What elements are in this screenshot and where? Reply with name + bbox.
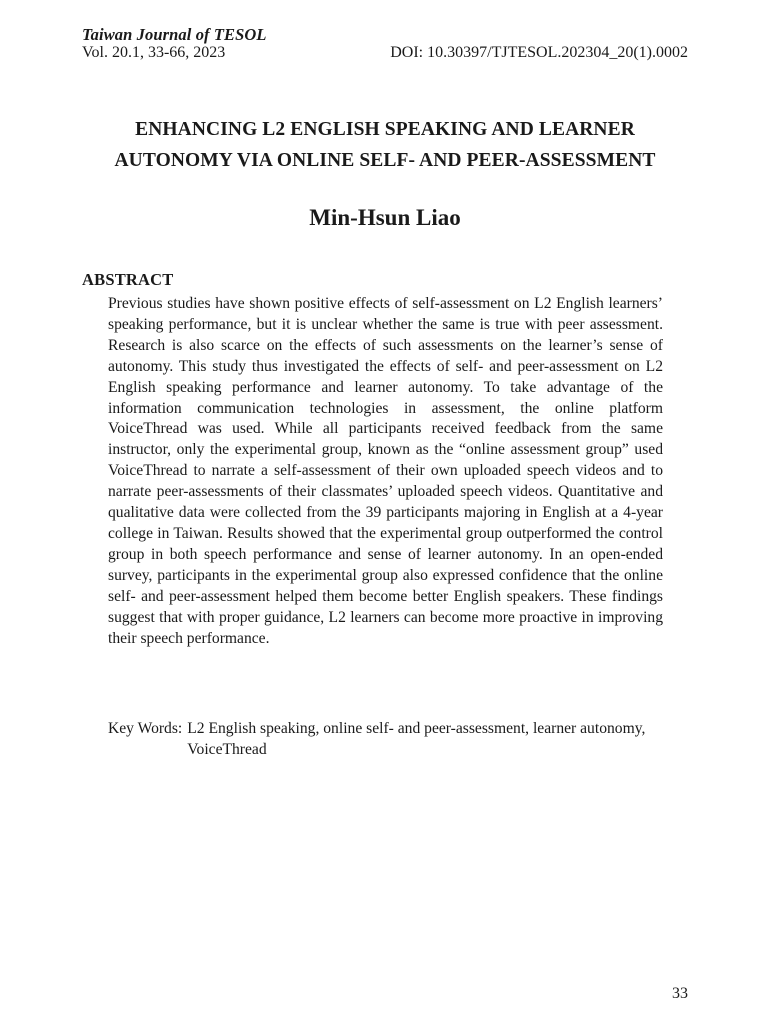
- abstract-body: Previous studies have shown positive effects of self-assessment on L2 English learners’ speaking performance, but it is unclear whether the same is true with peer assessment. Research is also scarce on the effects of such assessments on the learner’s sense of autonomy. This study thus investigated the effects of self- and peer-assessment on L2 English speaking performance and learner autonomy. To take advantage of the information communication technologies in assessment, the online platform VoiceThread was used. While all participants received feedback from the same instructor, only the experimental group, known as the “online assessment group” used VoiceThread to narrate a self-assessment of their own uploaded speech videos and to narrate peer-assessments of their classmates’ uploaded speech videos. Quantitative and qualitative data were collected from the 39 participants majoring in English at a 4-year college in Taiwan. Results showed that the experimental group outperformed the control group in both speech performance and sense of learner autonomy. In an open-ended survey, participants in the experimental group also expressed confidence that the online self- and peer-assessment helped them become better English speakers. These findings suggest that with proper guidance, L2 learners can become more proactive in improving their speech performance.: [108, 295, 663, 647]
- article-title: [60, 114, 710, 176]
- title-line-1: ENHANCING L2 ENGLISH SPEAKING AND LEARNER: [135, 119, 635, 140]
- journal-name: Taiwan Journal of TESOL: [82, 25, 267, 44]
- abstract-heading: ABSTRACT: [82, 270, 174, 289]
- author-name: Min-Hsun Liao: [309, 205, 461, 230]
- keywords-label: Key Words:: [108, 720, 183, 737]
- keywords: [108, 718, 668, 760]
- doi: DOI: 10.30397/TJTESOL.202304_20(1).0002: [390, 44, 688, 61]
- page-number: 33: [672, 985, 688, 1002]
- keywords-text: L2 English speaking, online self- and peer-assessment, learner autonomy, VoiceThread: [187, 720, 646, 758]
- title-line-2: AUTONOMY VIA ONLINE SELF- AND PEER-ASSESSMENT: [114, 150, 656, 171]
- running-header: [82, 44, 688, 62]
- volume-info: Vol. 20.1, 33-66, 2023: [82, 44, 226, 61]
